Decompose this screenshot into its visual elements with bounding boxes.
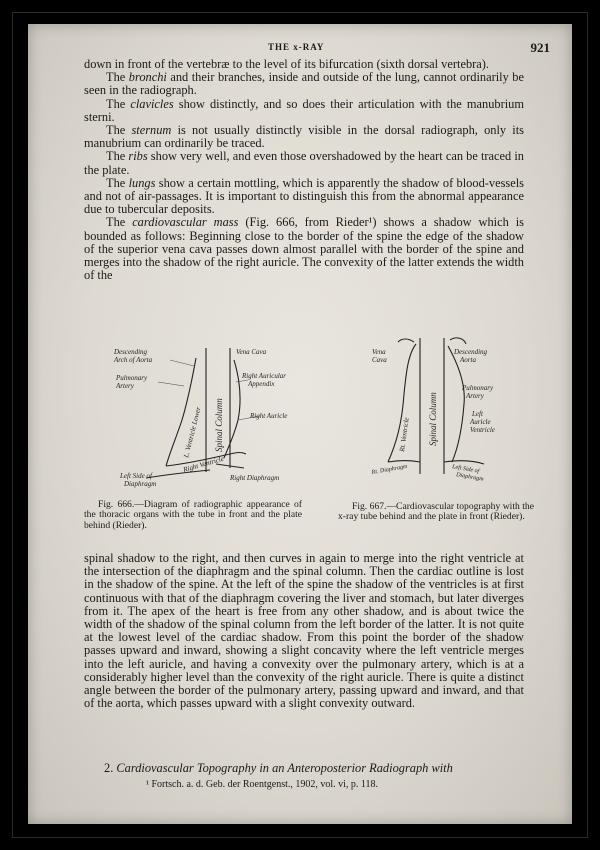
footnote: ¹ Fortsch. a. d. Geb. der Roentgenst., 1902, vol. vi, p. 118. [146,779,379,790]
fig667-pulmonary-artery-label-2: Artery [466,392,484,400]
fig667-rt-ventricle-label: Rt. Ventricle [398,416,411,453]
paragraph: The clavicles show distinctly, and so does their articulation with the manubrium sterni. [84,96,524,124]
figure-666-caption: Fig. 666.—Diagram of radiographic appearance of the thoracic organs with the tube in front and the plate behind (Rieder). [84,499,302,531]
section-title: Cardiovascular Topography in an Anteroposterior Radiograph with [116,761,453,775]
book-page [28,24,572,824]
fig666-descending-arch-label-2: Arch of Aorta [114,356,153,364]
fig666-spinal-column-label: Spinal Column [214,398,224,452]
fig666-vena-cava-label: Vena Cava [236,348,267,356]
fig666-right-auricular-appendix-label: Right Auricular [242,372,287,380]
fig667-left-auricle-label: Left [472,410,483,418]
fig666-descending-arch-label: Descending [114,348,148,356]
bottom-text-block [84,552,524,710]
page-header [28,40,572,56]
fig667-vena-cava-label: Vena [372,348,386,356]
section-number: 2. [104,761,114,775]
page-number: 921 [530,40,550,55]
fig666-right-auricle-label: Right Auricle [250,412,288,420]
paragraph: down in front of the vertebræ to the level of its bifurcation (sixth dorsal vertebra). [84,57,489,71]
fig666-left-diaphragm-label-2: Diaphragm [124,480,157,488]
top-text-block [84,58,524,282]
fig667-descending-aorta-label-2: Aorta [460,356,476,364]
fig666-pulmonary-artery-label-2: Artery [116,382,134,390]
figure-667-drawing [348,334,528,482]
fig667-pulmonary-artery-label: Pulmonary [462,384,494,392]
fig667-left-diaphragm-label-2: Diaphragm [455,472,484,483]
figure-666-drawing [110,340,310,500]
fig666-right-diaphragm-label: Right Diaphragm [230,474,280,482]
running-head: THE x-RAY [268,42,325,52]
paragraph: The cardiovascular mass (Fig. 666, from Rieder¹) shows a shadow which is bounded as follows: Beginning close to the border of the spine the edge of the shadow of the superior vena cava passes down almost parallel with the border of the spine and merges into the shadow of the right auricle. The convexity of the latter extends the width of the [84,215,524,283]
paragraph: The lungs show a certain mottling, which is apparently the shadow of blood-vessels and not of air-passages. It is important to distinguish this from the abnormal appearance due to tubercular deposits. [84,175,524,217]
figure-667-diagram [348,334,528,482]
fig667-rt-diaphragm-label: Rt. Diaphragm [371,463,408,476]
fig666-left-ventricle-label: L. Ventricle Lower [182,406,203,459]
fig667-left-auricle-label-2: Auricle [470,418,491,426]
fig667-vena-cava-label-2: Cava [372,356,387,364]
fig667-left-diaphragm-label: Left Side of [451,464,480,475]
figure-666-diagram [110,340,310,500]
fig667-ventricle-label: Ventricle [470,426,495,434]
paragraph: The ribs show very well, and even those overshadowed by the heart can be traced in the plate. [84,149,524,177]
fig666-right-ventricle-label: Right Ventricle [182,454,225,474]
fig666-left-diaphragm-label: Left Side of [120,472,152,480]
paragraph: The bronchi and their branches, inside and outside of the lung, cannot ordinarily be seen in the radiograph. [84,70,524,98]
fig666-right-auricular-appendix-label-2: Appendix [248,380,275,388]
paragraph: The sternum is not usually distinctly visible in the dorsal radiograph, only its manubrium can ordinarily be traced. [84,123,524,151]
section-heading [104,762,524,775]
paragraph: spinal shadow to the right, and then curves in again to merge into the right ventricle at the intersection of the diaphragm and the spinal column. Then the cardiac outline is lost in the shadow of the spine. At the left of the spine the shadow of the ventricles is at first continuous with that of the diaphragm covering the liver and stomach, but later diverges from it. The apex of the heart is free from any other shadow, and is about twice the width of the shadow of the spinal column from the left border of the latter. It is not quite at the lowest level of the cardiac shadow. From this point the border of the shadow passes upward and inward, showing a slight concavity where the left ventricle merges into the left auricle, and having a convexity over the pulmonary artery, which is at a considerably higher level than the convexity of the right auricle. There is quite a distinct angle between the border of the pulmonary artery, passing upward and inward, and that of the aorta, which passes upward with a slight convexity outward. [84,551,524,711]
fig666-pulmonary-artery-label: Pulmonary [116,374,148,382]
figure-667-caption: Fig. 667.—Cardiovascular topography with the x-ray tube behind and the plate in front (Rieder). [338,501,534,523]
fig667-descending-aorta-label: Descending [454,348,488,356]
fig667-spinal-column-label: Spinal Column [428,392,438,446]
